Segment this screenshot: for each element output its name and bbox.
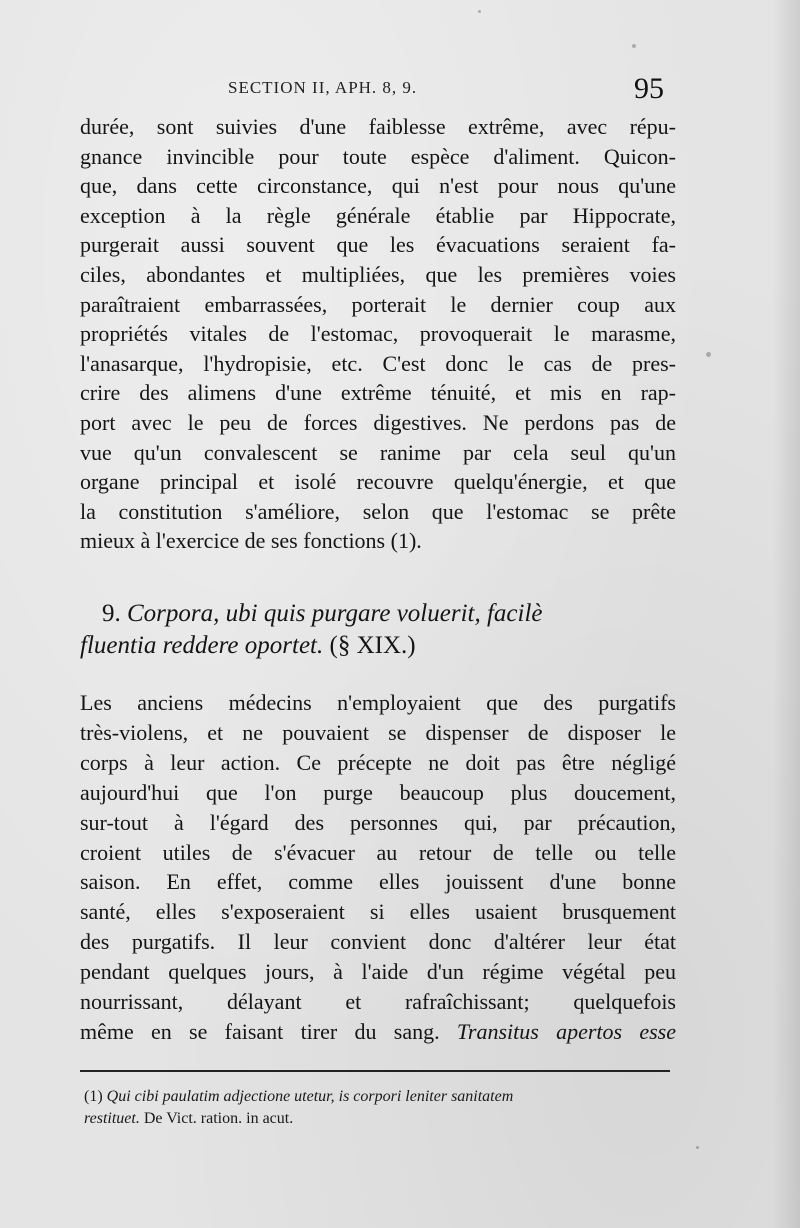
text-line: santé, elles s'exposeraient si elles usaient brusquement	[80, 899, 676, 925]
aphorism-9	[80, 598, 680, 662]
page-edge-shadow	[772, 0, 800, 1228]
text-line: purgerait aussi souvent que les évacuations seraient fa-	[80, 232, 676, 258]
text-line: propriétés vitales de l'estomac, provoquerait le marasme,	[80, 321, 676, 347]
aphorism-latin-1: Corpora, ubi quis purgare voluerit, facilè	[127, 600, 543, 627]
paragraph-2	[80, 688, 676, 1047]
text-line: Les anciens médecins n'employaient que des purgatifs	[80, 690, 676, 715]
footnote-latin-2: restituet.	[84, 1110, 140, 1127]
footnote-citation: De Vict. ration. in acut.	[143, 1110, 294, 1127]
text-line: ciles, abondantes et multipliées, que les premières voies	[80, 261, 676, 287]
text-line: la constitution s'améliore, selon que l'estomac se prête	[80, 498, 676, 524]
aphorism-latin-2: fluentia reddere oportet.	[80, 632, 324, 659]
text-line: paraîtraient embarrassées, porterait le dernier coup aux	[80, 291, 676, 317]
footnote	[84, 1086, 684, 1130]
footnote-line-2	[84, 1108, 684, 1130]
text-line: croient utiles de s'évacuer au retour de telle ou telle	[80, 839, 676, 865]
text-line: que, dans cette circonstance, qui n'est pour nous qu'une	[80, 173, 676, 199]
text-line: l'anasarque, l'hydropisie, etc. C'est donc le cas de pres-	[80, 350, 676, 376]
running-head-section: SECTION II, APH. 8, 9.	[228, 78, 418, 97]
text-line: aujourd'hui que l'on purge beaucoup plus doucement,	[80, 779, 676, 805]
text-line: port avec le peu de forces digestives. Ne perdons pas de	[80, 409, 676, 435]
aphorism-line-2	[80, 630, 680, 662]
text-line: des purgatifs. Il leur convient donc d'altérer leur état	[80, 929, 676, 955]
text-line: nourrissant, délayant et rafraîchissant; quelquefois	[80, 989, 676, 1015]
aphorism-reference: (§ XIX.)	[329, 632, 416, 659]
text-line: vue qu'un convalescent se ranime par cela seul qu'un	[80, 439, 676, 465]
aphorism-line-1	[80, 598, 680, 630]
footnote-marker: (1)	[84, 1088, 103, 1105]
running-head	[78, 72, 678, 112]
text-line: durée, sont suivies d'une faiblesse extrême, avec répu-	[80, 114, 676, 139]
footnote-latin-1: Qui cibi paulatim adjectione utetur, is corpori leniter sanitatem	[106, 1088, 514, 1105]
text-roman: même en se faisant tirer du sang.	[80, 1018, 440, 1044]
text-line: saison. En effet, comme elles jouissent d'une bonne	[80, 869, 676, 895]
footnote-rule	[80, 1070, 670, 1072]
text-line: crire des alimens d'une extrême ténuité, et mis en rap-	[80, 380, 676, 406]
paragraph-1	[80, 112, 676, 556]
text-line: gnance invincible pour toute espèce d'aliment. Quicon-	[80, 143, 676, 169]
text-line: pendant quelques jours, à l'aide d'un régime végétal peu	[80, 959, 676, 985]
text-line-final	[80, 1017, 676, 1047]
page-number: 95	[634, 72, 664, 105]
text-italic: Transitus apertos esse	[456, 1018, 676, 1044]
text-line: organe principal et isolé recouvre quelqu'énergie, et que	[80, 469, 676, 495]
text-line: très-violens, et ne pouvaient se dispenser de disposer le	[80, 719, 676, 745]
text-line: corps à leur action. Ce précepte ne doit pas être négligé	[80, 749, 676, 775]
footnote-line-1	[84, 1086, 684, 1108]
text-line: exception à la règle générale établie par Hippocrate,	[80, 202, 676, 228]
text-line: mieux à l'exercice de ses fonctions (1).	[80, 528, 422, 554]
text-line: sur-tout à l'égard des personnes qui, par précaution,	[80, 809, 676, 835]
aphorism-number: 9.	[102, 600, 121, 627]
